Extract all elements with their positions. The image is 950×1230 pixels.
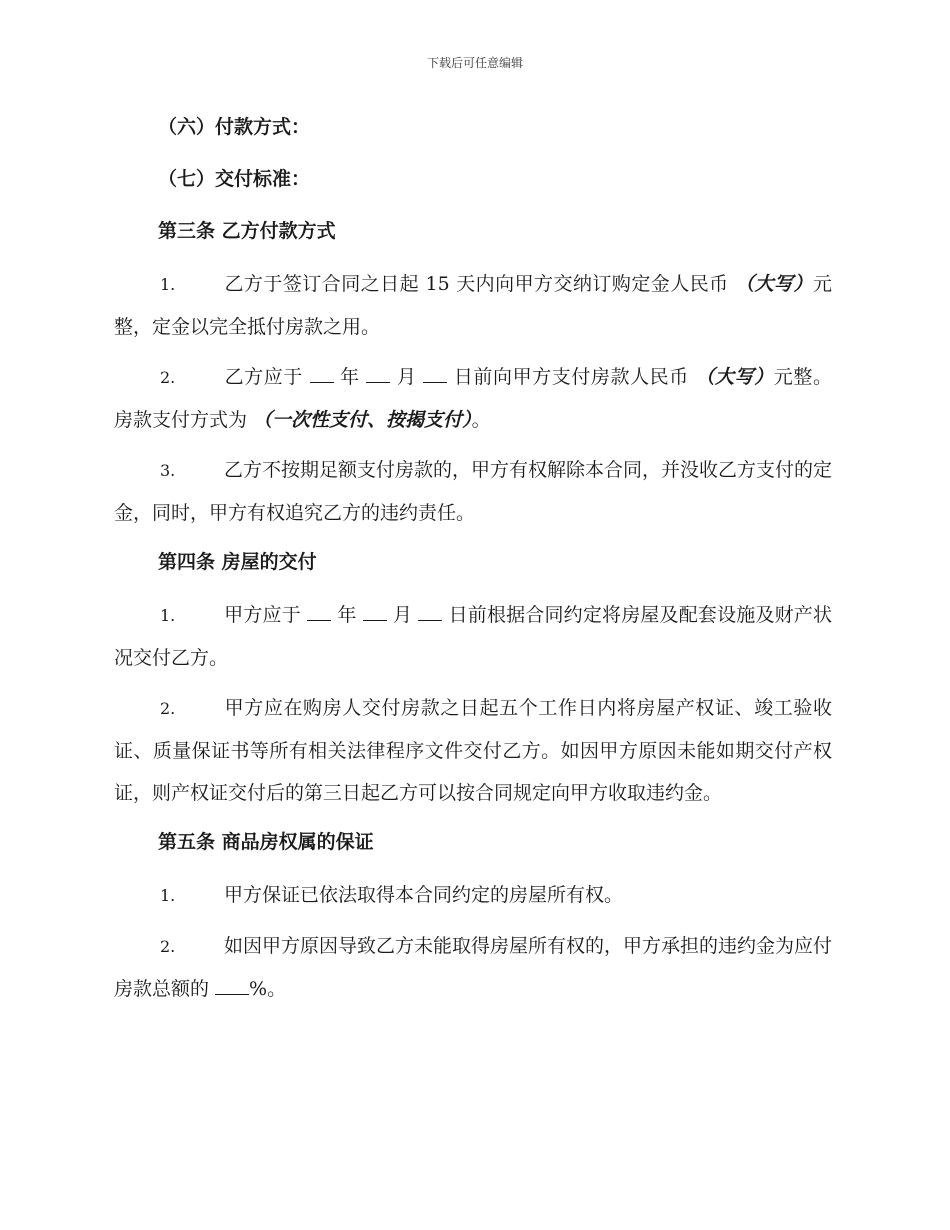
article-4-clause-1: [114, 594, 832, 679]
month-blank: [363, 600, 387, 621]
clause-number: 1.: [160, 886, 176, 905]
clause-text: 甲方应于: [224, 604, 308, 626]
clause-text: 。: [471, 409, 491, 431]
item-6-heading: （六）付款方式：: [158, 116, 311, 138]
percentage-blank: [215, 974, 249, 995]
clause-number: 2.: [160, 699, 176, 718]
article-4-clause-2: [114, 687, 832, 814]
clause-text: 年: [333, 366, 367, 388]
year-blank: [310, 362, 334, 383]
amount-uppercase-note: （大写）: [695, 366, 774, 388]
month-blank: [366, 362, 390, 383]
clause-number: 3.: [160, 461, 176, 480]
clause-text: 元整，定金以完全抵付房款之用。: [114, 273, 832, 338]
clause-number: 1.: [160, 606, 176, 625]
clause-number: 2.: [160, 937, 176, 956]
clause-text: 月: [386, 604, 419, 626]
amount-uppercase-note: （大写）: [735, 273, 813, 295]
clause-number: 1.: [160, 275, 176, 294]
clause-text: 甲方保证已依法取得本合同约定的房屋所有权。: [224, 884, 624, 906]
clause-text: 乙方于签订合同之日起 15 天内向甲方交纳订购定金人民币: [224, 273, 736, 295]
clause-text: 月: [390, 366, 424, 388]
article-5-clause-1: [114, 874, 832, 917]
year-blank: [307, 600, 331, 621]
day-blank: [418, 600, 442, 621]
item-7-heading: （七）交付标准：: [158, 168, 311, 190]
clause-text: 年: [331, 604, 363, 626]
clause-text: 元整。房款支付方式为: [114, 366, 832, 431]
article-3-clause-3: [114, 449, 832, 534]
day-blank: [423, 362, 447, 383]
article-5-clause-2: [114, 925, 832, 1010]
clause-text: 日前根据合同约定将房屋及配套设施及财产状况交付乙方。: [114, 604, 832, 669]
clause-text: %。: [249, 978, 287, 1000]
clause-number: 2.: [160, 368, 176, 387]
clause-text: 如因甲方原因导致乙方未能取得房屋所有权的，甲方承担的违约金为应付房款总额的: [114, 935, 833, 1000]
article-3-clause-2: [114, 356, 832, 441]
clause-text: 日前向甲方支付房款人民币: [447, 366, 696, 388]
document-body: [114, 107, 832, 1018]
article-3-clause-1: [114, 263, 832, 348]
article-5-heading: 第五条 商品房权属的保证: [158, 831, 374, 853]
clause-text: 乙方应于: [224, 366, 310, 388]
clause-text: 乙方不按期足额支付房款的，甲方有权解除本合同，并没收乙方支付的定金，同时，甲方有权追究乙方的违约责任。: [114, 459, 833, 524]
payment-method-options: （一次性支付、按揭支付）: [253, 409, 472, 431]
clause-text: 甲方应在购房人交付房款之日起五个工作日内将房屋产权证、竣工验收证、质量保证书等所有相关法律程序文件交付乙方。如因甲方原因未能如期交付产权证，则产权证交付后的第三日起乙方可以按合同规定向甲方收取违约金。: [114, 697, 832, 804]
article-4-heading: 第四条 房屋的交付: [158, 551, 317, 573]
article-3-heading: 第三条 乙方付款方式: [158, 220, 336, 242]
page-header: 下载后可任意编辑: [426, 56, 523, 70]
